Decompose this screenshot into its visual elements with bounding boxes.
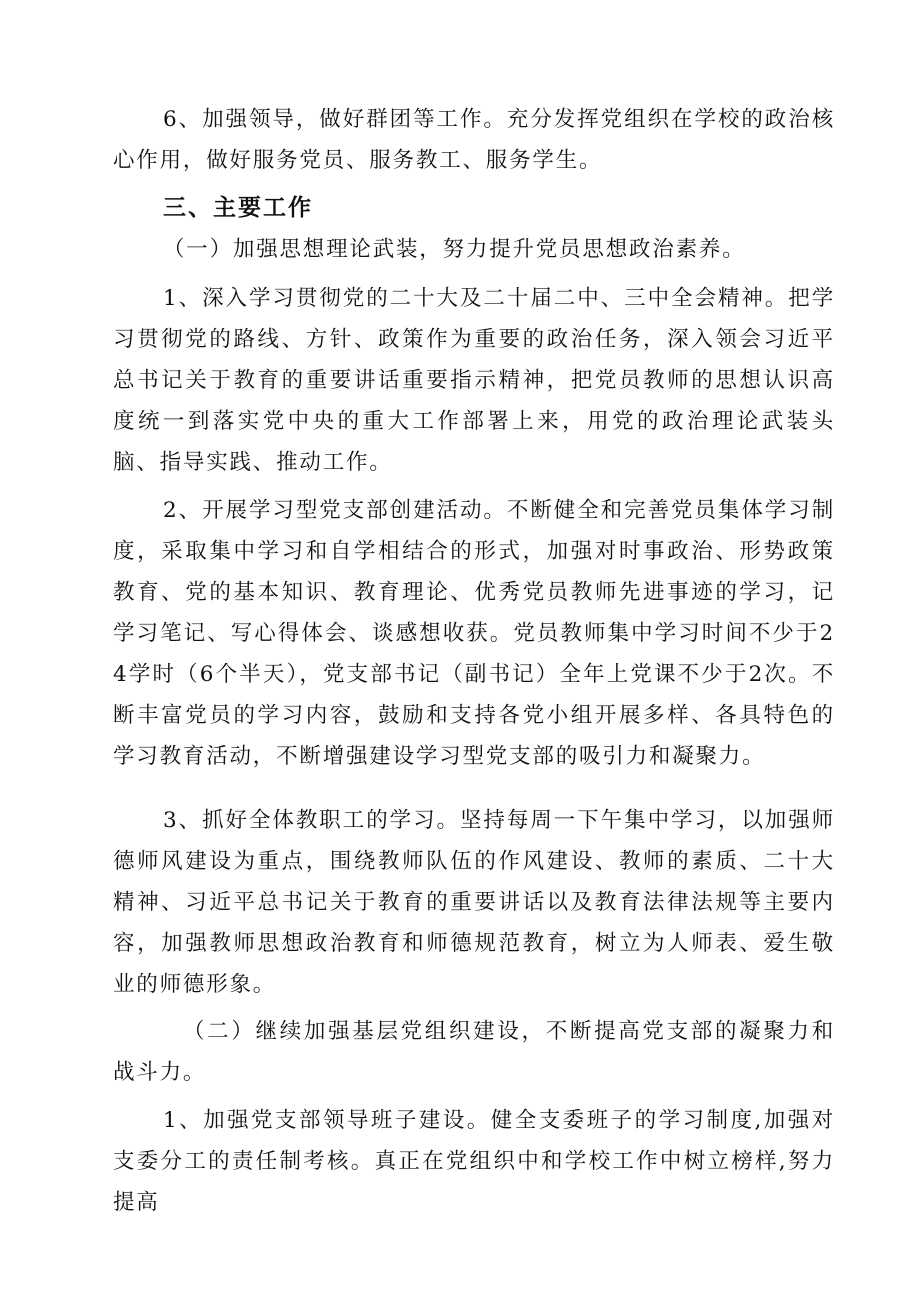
paragraph-6: 6、加强领导，做好群团等工作。充分发挥党组织在学校的政治核心作用，做好服务党员、服务教工、服务学生。 <box>113 107 835 173</box>
item-1-paragraph: 1、深入学习贯彻党的二十大及二十届二中、三中全会精神。把学习贯彻党的路线、方针、政策作为重要的政治任务，深入领会习近平总书记关于教育的重要讲话重要指示精神，把党员教师的思想认识高度统一到落实党中央的重大工作部署上来，用党的政治理论武装头脑、指导实践、推动工作。 <box>113 286 835 475</box>
section-3-heading: 三、主要工作 <box>163 195 313 221</box>
subsection-2-heading: （二）继续加强基层党组织建设，不断提高党支部的凝聚力和战斗力。 <box>113 1019 835 1085</box>
item-2-1-paragraph: 1、加强党支部领导班子建设。健全支委班子的学习制度,加强对支委分工的责任制考核。真正在党组织中和学校工作中树立榜样,努力提高 <box>113 1108 835 1215</box>
item-2-paragraph: 2、开展学习型党支部创建活动。不断健全和完善党员集体学习制度，采取集中学习和自学相结合的形式，加强对时事政治、形势政策教育、党的基本知识、教育理论、优秀党员教师先进事迹的学习，记学习笔记、写心得体会、谈感想收获。党员教师集中学习时间不少于24学时（6个半天），党支部书记（副书记）全年上党课不少于2次。不断丰富党员的学习内容，鼓励和支持各党小组开展多样、各具特色的学习教育活动，不断增强建设学习型党支部的吸引力和凝聚力。 <box>113 498 835 769</box>
subsection-1-heading: （一）加强思想理论武装，努力提升党员思想政治素养。 <box>163 237 746 262</box>
item-3-paragraph: 3、抓好全体教职工的学习。坚持每周一下午集中学习，以加强师德师风建设为重点，围绕教师队伍的作风建设、教师的素质、二十大精神、习近平总书记关于教育的重要讲话以及教育法律法规等主要内容，加强教师思想政治教育和师德规范教育，树立为人师表、爱生敬业的师德形象。 <box>113 808 835 997</box>
